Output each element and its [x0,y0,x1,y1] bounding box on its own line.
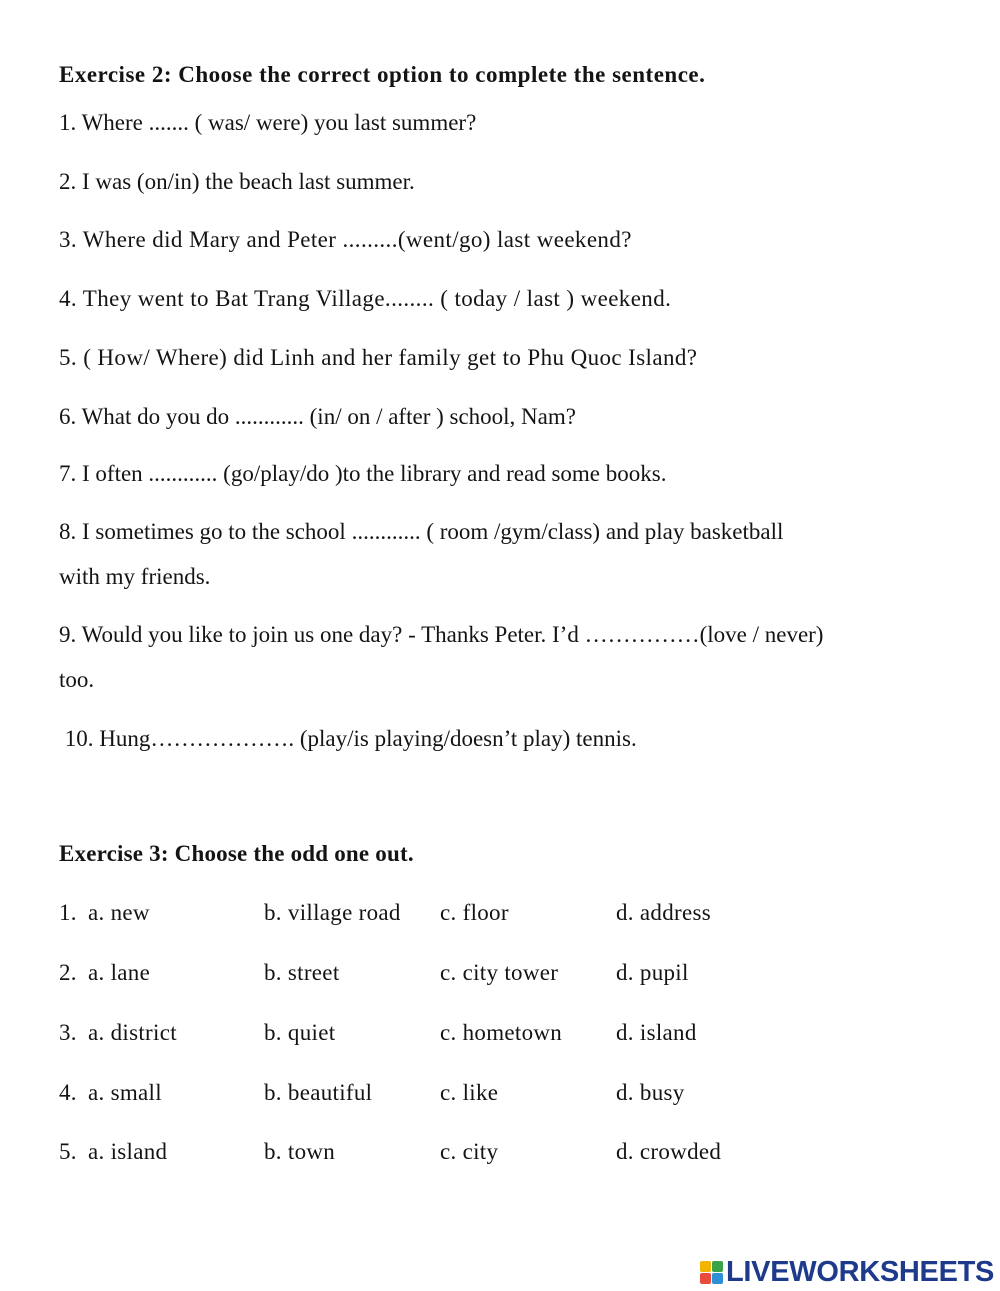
exercise2-question-6: 6. What do you do ............ (in/ on / after ) school, Nam? [59,404,576,429]
exercise2-question-1: 1. Where ....... ( was/ were) you last summer? [59,110,477,135]
row-number: 1. [59,900,77,925]
option-a: a. small [88,1080,162,1105]
logo-square [700,1273,711,1284]
option-d: d. island [616,1020,697,1045]
option-c: c. city [440,1139,499,1164]
exercise2-question-5: 5. ( How/ Where) did Linh and her family get to Phu Quoc Island? [59,345,698,370]
option-c: c. hometown [440,1020,563,1045]
exercise2-question-9-continued: too. [59,667,95,692]
row-number: 4. [59,1080,77,1105]
option-a: a. district [88,1020,177,1045]
option-b: b. street [264,960,340,985]
exercise2-question-7: 7. I often ............ (go/play/do )to the library and read some books. [59,461,667,486]
option-d: d. address [616,900,711,925]
option-a: a. lane [88,960,151,985]
option-c: c. floor [440,900,509,925]
option-b: b. town [264,1139,336,1164]
logo-square [700,1261,711,1272]
exercise2-question-9: 9. Would you like to join us one day? - Thanks Peter. I’d ……………(love / never) [59,622,824,647]
exercise2-question-10: 10. Hung………………. (play/is playing/doesn’t play) tennis. [59,726,637,751]
option-b: b. quiet [264,1020,336,1045]
option-a: a. island [88,1139,168,1164]
option-a: a. new [88,900,150,925]
row-number: 3. [59,1020,77,1045]
exercise3-heading: Exercise 3: Choose the odd one out. [59,841,414,866]
exercise2-question-3: 3. Where did Mary and Peter .........(went/go) last weekend? [59,227,632,252]
exercise2-question-8-continued: with my friends. [59,564,211,589]
exercise2-question-2: 2. I was (on/in) the beach last summer. [59,169,415,194]
exercise2-question-4: 4. They went to Bat Trang Village........ ( today / last ) weekend. [59,286,672,311]
option-d: d. pupil [616,960,689,985]
option-c: c. like [440,1080,499,1105]
logo-square [712,1261,723,1272]
option-d: d. busy [616,1080,685,1105]
option-d: d. crowded [616,1139,722,1164]
row-number: 2. [59,960,77,985]
liveworksheets-logo-icon [700,1261,723,1284]
exercise2-question-8: 8. I sometimes go to the school ............ ( room /gym/class) and play basketball [59,519,784,544]
option-c: c. city tower [440,960,559,985]
logo-square [712,1273,723,1284]
liveworksheets-logo-text: LIVEWORKSHEETS [726,1255,995,1288]
option-b: b. beautiful [264,1080,373,1105]
row-number: 5. [59,1139,77,1164]
liveworksheets-logo [700,1256,994,1288]
exercise2-heading: Exercise 2: Choose the correct option to complete the sentence. [59,62,706,87]
option-b: b. village road [264,900,401,925]
